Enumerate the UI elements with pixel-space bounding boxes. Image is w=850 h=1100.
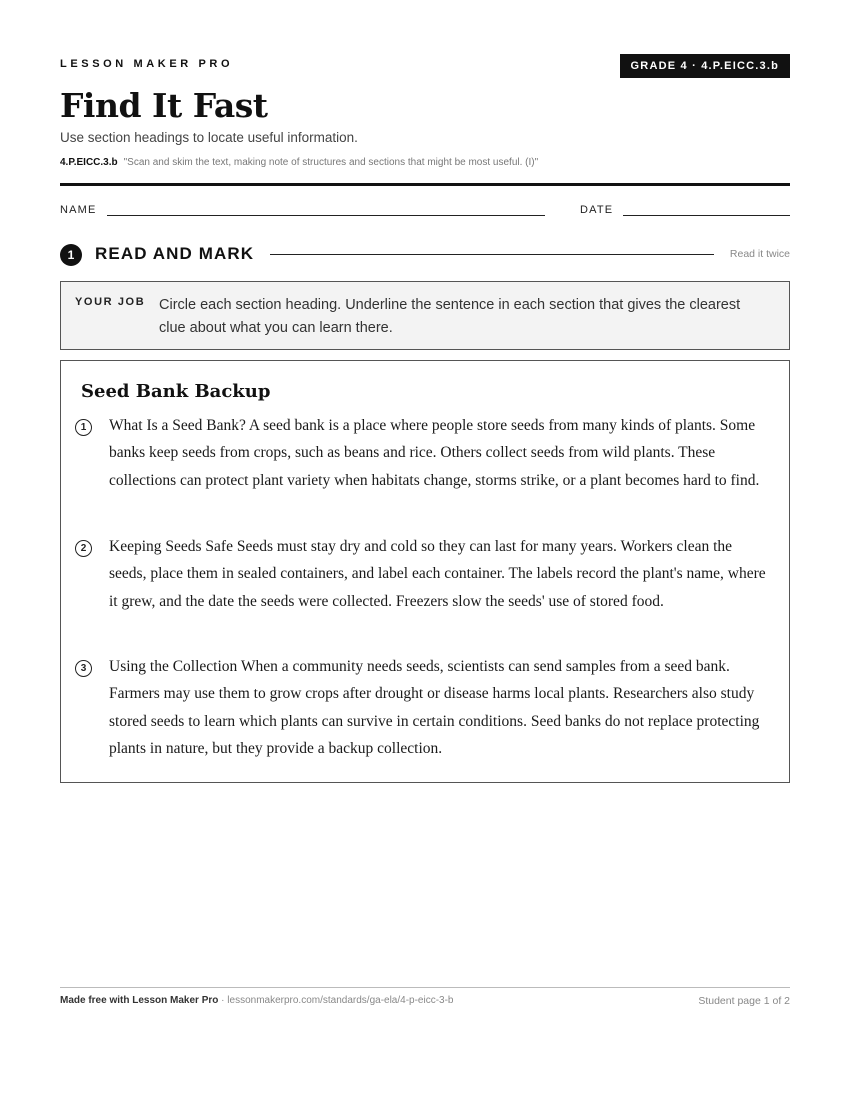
header-divider [60, 183, 790, 186]
worksheet-page [60, 0, 790, 1100]
footer-credit [60, 995, 454, 1006]
paragraph-text [109, 653, 769, 763]
brand-name: LESSON MAKER PRO [60, 58, 234, 70]
instructions-box [60, 281, 790, 350]
passage-title: Seed Bank Backup [81, 381, 271, 402]
section-divider [270, 254, 714, 255]
standard-code: 4.P.EICC.3.b [60, 157, 118, 168]
footer-divider [60, 987, 790, 988]
footer-made-with: Made free with Lesson Maker Pro [60, 995, 219, 1006]
standard-line [60, 157, 538, 168]
paragraph-number-badge: 3 [75, 660, 92, 677]
paragraph-number-badge: 1 [75, 419, 92, 436]
section-header [60, 243, 790, 267]
page-subtitle: Use section headings to locate useful information. [60, 130, 358, 145]
paragraph-body[interactable]: Seeds must stay dry and cold so they can last for many years. Workers clean the seeds, place them in sealed containers, and label each container. The labels record the plant's name, where it grew, and the date the seeds were collected. Freezers slow the seeds' use of stored food. [109, 538, 766, 610]
section-title: READ AND MARK [95, 244, 255, 263]
paragraph-text [109, 412, 769, 494]
paragraph-body[interactable]: A seed bank is a place where people store seeds from many kinds of plants. Some banks keep seeds from crops, such as beans and rice. Others collect seeds from wild plants. These collections can protect plant variety when habitats change, storms strike, or a plant becomes hard to find. [109, 417, 760, 489]
paragraph-heading[interactable]: What Is a Seed Bank? [109, 417, 246, 434]
footer-separator: · [218, 995, 228, 1006]
instructions-label: YOUR JOB [75, 296, 146, 308]
date-label: DATE [580, 204, 614, 216]
page-indicator: Student page 1 of 2 [698, 995, 790, 1007]
paragraph-number-badge: 2 [75, 540, 92, 557]
instructions-text: Circle each section heading. Underline the sentence in each section that gives the clearest clue about what you can learn there. [159, 297, 741, 336]
standard-text: "Scan and skim the text, making note of structures and sections that might be most useful. (I)" [123, 157, 539, 168]
date-field[interactable] [623, 215, 790, 216]
name-label: NAME [60, 204, 97, 216]
section-note: Read it twice [729, 248, 790, 260]
reading-passage [60, 360, 790, 783]
name-date-row [60, 204, 790, 220]
page-title: Find It Fast [60, 86, 268, 125]
name-field[interactable] [107, 215, 545, 216]
footer-url[interactable]: lessonmakerpro.com/standards/ga-ela/4-p-eicc-3-b [227, 995, 454, 1006]
grade-badge: GRADE 4 · 4.P.EICC.3.b [620, 54, 790, 78]
paragraph-heading[interactable]: Using the Collection [109, 658, 238, 675]
paragraph-heading[interactable]: Keeping Seeds Safe [109, 538, 233, 555]
section-number-badge: 1 [60, 244, 82, 266]
paragraph-body[interactable]: When a community needs seeds, scientists can send samples from a seed bank. Farmers may use them to grow crops after drought or disease harms local plants. Researchers also study stored seeds to learn which plants can survive in certain conditions. Seed banks do not replace protecting plants in nature, but they provide a backup collection. [109, 658, 760, 758]
paragraph-text [109, 533, 769, 615]
